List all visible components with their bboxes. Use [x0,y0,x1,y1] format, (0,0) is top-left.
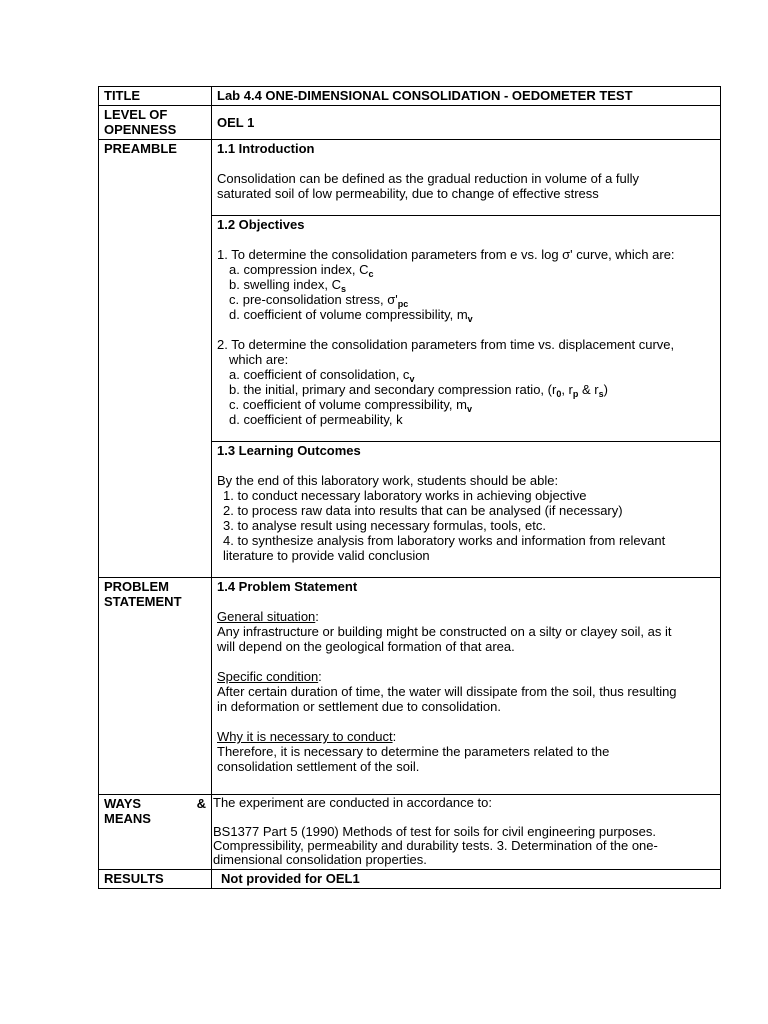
objective-2a: a. coefficient of consolidation, $c_v$ [229,367,415,384]
objective-1a: a. compression index, $C_c$ [229,262,374,279]
problem-heading: 1.4 Problem Statement [217,579,358,594]
ways-standard-line2: Compressibility, permeability and durability tests. 3. Determination of the one- [213,838,658,853]
general-situation-line1: Any infrastructure or building might be constructed on a silty or clayey soil, as it [217,624,672,639]
title-value: Lab 4.4 ONE-DIMENSIONAL CONSOLIDATION - OEDOMETER TEST [212,87,721,106]
learning-outcome-1: 1. to conduct necessary laboratory works in achieving objective [223,488,587,503]
why-necessary-line1: Therefore, it is necessary to determine the parameters related to the [217,744,610,759]
openness-label-line2: OPENNESS [104,122,177,137]
general-situation-line2: will depend on the geological formation of that area. [217,639,515,654]
specific-condition-line2: in deformation or settlement due to consolidation. [217,699,502,714]
ways-label-amp: & [196,796,206,811]
openness-label [99,106,212,140]
learning-outcomes-intro: By the end of this laboratory work, students should be able: [217,473,559,488]
results-row [99,870,721,889]
preamble-label: PREAMBLE [99,140,212,578]
general-situation-label: General situation: [217,609,319,624]
learning-outcome-2: 2. to process raw data into results that can be analysed (if necessary) [223,503,623,518]
openness-label-line1: LEVEL OF [104,107,168,122]
introduction-text-line2: saturated soil of low permeability, due to change of effective stress [217,186,599,201]
objective-1c: c. pre-consolidation stress, $\sigma'_{pc}$ [229,292,409,309]
introduction-heading: 1.1 Introduction [217,141,315,156]
objective-1b: b. swelling index, $C_s$ [229,277,347,294]
openness-row [99,106,721,140]
problem-row [99,578,721,795]
learning-outcomes-section [212,442,721,578]
learning-outcome-4-line2: literature to provide valid conclusion [223,548,430,563]
results-value: Not provided for OEL1 [212,870,721,889]
title-row [99,87,721,106]
introduction-section [212,140,721,216]
title-label: TITLE [99,87,212,106]
why-necessary-label: Why it is necessary to conduct: [217,729,397,744]
lab-sheet-table [98,86,721,889]
learning-outcomes-heading: 1.3 Learning Outcomes [217,443,361,458]
problem-section [212,578,721,795]
objective-2-line2: which are: [229,352,289,367]
problem-label-line1: PROBLEM [104,579,169,594]
objectives-heading: 1.2 Objectives [217,217,305,232]
results-label: RESULTS [99,870,212,889]
ways-label [99,795,212,870]
objective-2b: b. the initial, primary and secondary compression ratio, ($r_0$, $r_p$ & $r_s$) [229,382,608,399]
objectives-section [212,216,721,442]
learning-outcome-3: 3. to analyse result using necessary formulas, tools, etc. [223,518,546,533]
ways-intro: The experiment are conducted in accordance to: [213,795,492,810]
learning-outcome-4-line1: 4. to synthesize analysis from laboratory works and information from relevant [223,533,666,548]
ways-standard-line1: BS1377 Part 5 (1990) Methods of test for soils for civil engineering purposes. [213,824,656,839]
objective-1: 1. To determine the consolidation parameters from e vs. log σ' curve, which are: [217,247,675,262]
objective-2d: d. coefficient of permeability, k [229,412,403,427]
objective-2c: c. coefficient of volume compressibility, $m_v$ [229,397,472,414]
ways-label-line2: MEANS [104,811,151,826]
objective-1d: d. coefficient of volume compressibility, $m_v$ [229,307,473,324]
problem-label-line2: STATEMENT [104,594,182,609]
problem-label [99,578,212,795]
ways-section [212,795,721,870]
ways-label-word: WAYS [104,796,142,811]
introduction-text-line1: Consolidation can be defined as the gradual reduction in volume of a fully [217,171,640,186]
ways-standard-line3: dimensional consolidation properties. [213,852,427,867]
preamble-intro-row [99,140,721,216]
openness-value: OEL 1 [212,106,721,140]
specific-condition-line1: After certain duration of time, the water will dissipate from the soil, thus resulting [217,684,677,699]
specific-condition-label: Specific condition: [217,669,322,684]
objective-2-line1: 2. To determine the consolidation parameters from time vs. displacement curve, [217,337,675,352]
ways-row [99,795,721,870]
why-necessary-line2: consolidation settlement of the soil. [217,759,420,774]
